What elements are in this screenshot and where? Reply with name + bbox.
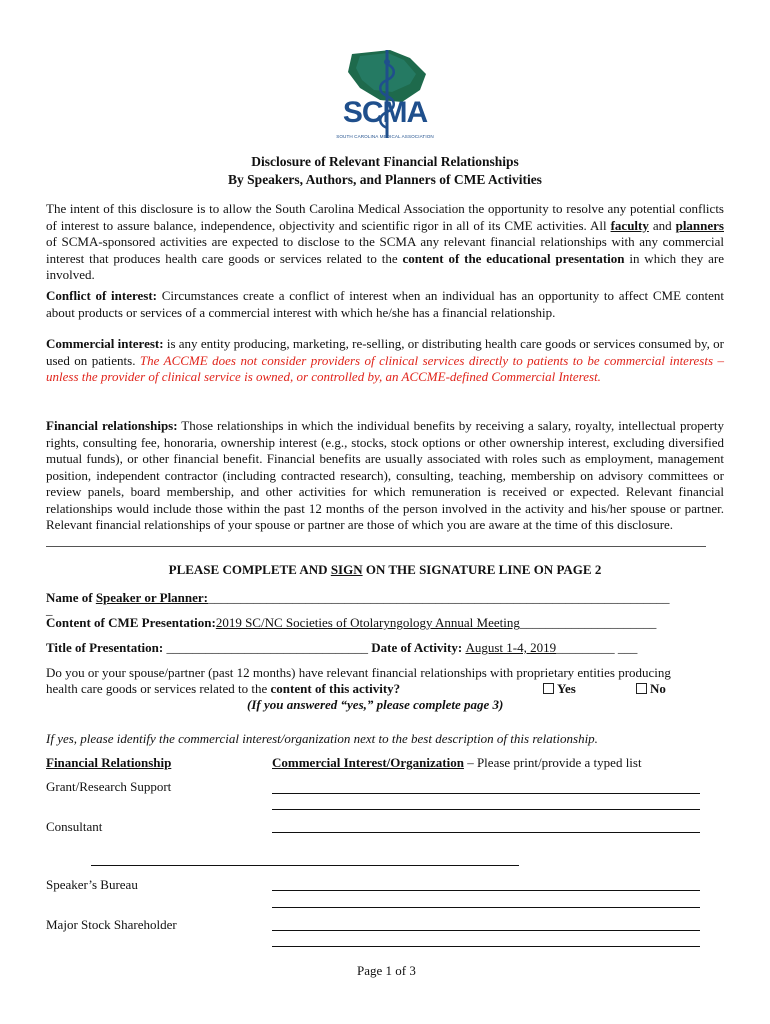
content-emphasis: content of the educational presentation <box>402 250 625 266</box>
col-financial-relationship: Financial Relationship <box>46 755 172 770</box>
row-label-stock-shareholder: Major Stock Shareholder <box>46 917 177 932</box>
speakers-entry-line-1[interactable] <box>272 890 700 891</box>
col-commercial-interest: Commercial Interest/Organization – Please print/provide a typed list <box>272 755 642 770</box>
page-number: Page 1 of 3 <box>357 963 416 978</box>
row-label-speakers-bureau: Speaker’s Bureau <box>46 877 138 892</box>
title-date-field[interactable]: Title of Presentation: _______________________________ Date of Activity: August 1-4, 2019_________ ___ <box>46 640 638 655</box>
question-note: (If you answered “yes,” please complete page 3) <box>247 697 504 712</box>
speaker-name-field[interactable]: Name of Speaker or Planner:_______________________________________________________________________ <box>46 590 670 605</box>
yes-checkbox[interactable]: Yes <box>543 681 576 698</box>
section-divider <box>46 546 706 547</box>
content-field[interactable]: Content of CME Presentation:2019 SC/NC Societies of Otolaryngology Annual Meeting_____________________ <box>46 615 657 630</box>
checkbox-icon <box>543 683 554 694</box>
row-label-grant: Grant/Research Support <box>46 779 172 794</box>
consultant-entry-line[interactable] <box>272 832 700 833</box>
instruction-heading: PLEASE COMPLETE AND SIGN ON THE SIGNATURE LINE ON PAGE 2 <box>168 562 602 577</box>
speakers-entry-line-2[interactable] <box>272 907 700 908</box>
planners-emphasis: planners <box>675 217 724 233</box>
row-label-consultant: Consultant <box>46 819 103 834</box>
logo-wordmark: SCMA <box>342 96 428 129</box>
page-subtitle: By Speakers, Authors, and Planners of CME Activities <box>228 172 542 187</box>
intro-paragraph: The intent of this disclosure is to allow the South Carolina Medical Association the opportunity to resolve any potential conflicts of interest to assure balance, independence, objectivity and scientific rigor in all of its CME activities. All faculty and planners of SCMA-sponsored activities are expected to disclose to the SCMA any relevant financial relationships with any commercial interest that produces health care goods or services related to the content of the educational presentation in which they are involved. <box>46 201 725 282</box>
checkbox-icon <box>636 683 647 694</box>
grant-entry-line-2[interactable] <box>272 809 700 810</box>
question-line2: health care goods or services related to the content of this activity? <box>46 681 401 696</box>
page-title: Disclosure of Relevant Financial Relationships <box>251 154 519 169</box>
financial-definition: Financial relationships: Those relationships in which the individual benefits by receiving a salary, royalty, intellectual property rights, consulting fee, honoraria, ownership interest (e.g., stocks, stock options or other ownership interest, excluding diversified mutual funds), or other financial benefit. Financial benefits are usually associated with roles such as employment, management position, independent contractor (including contracted research), consulting, teaching, membership on advisory committees or review panels, board membership, and other activities for which remuneration is received or expected. Relevant financial relationships would include those within the past 12 months of the person involved in the activity and his/her spouse or partner. Relevant financial relationships of your spouse or partner are those of which you are aware at the time of this disclosure. <box>46 418 724 532</box>
faculty-emphasis: faculty <box>610 217 649 233</box>
commercial-definition: Commercial interest: is any entity producing, marketing, re-selling, or distributing health care goods or services consumed by, or used on patients. The ACCME does not consider providers of clinical services directly to patients to be commercial interests – unless the provider of clinical service is owned, or controlled by, an ACCME-defined Commercial Interest. <box>46 336 725 384</box>
grant-entry-line-1[interactable] <box>272 793 700 794</box>
extra-entry-line[interactable] <box>91 865 519 866</box>
logo-subtitle: SOUTH CAROLINA MEDICAL ASSOCIATION <box>336 134 434 139</box>
stock-entry-line-2[interactable] <box>272 946 700 947</box>
question-line1: Do you or your spouse/partner (past 12 months) have relevant financial relationships with proprietary entities producing <box>46 665 671 680</box>
if-yes-instruction: If yes, please identify the commercial interest/organization next to the best description of this relationship. <box>46 731 598 746</box>
name-underline-mark: _ <box>46 602 53 617</box>
conflict-definition: Conflict of interest: Circumstances create a conflict of interest when an individual has an opportunity to affect CME content about products or services of a commercial interest with which he/she has a financial relationship. <box>46 288 724 320</box>
stock-entry-line-1[interactable] <box>272 930 700 931</box>
no-checkbox[interactable]: No <box>636 681 666 698</box>
